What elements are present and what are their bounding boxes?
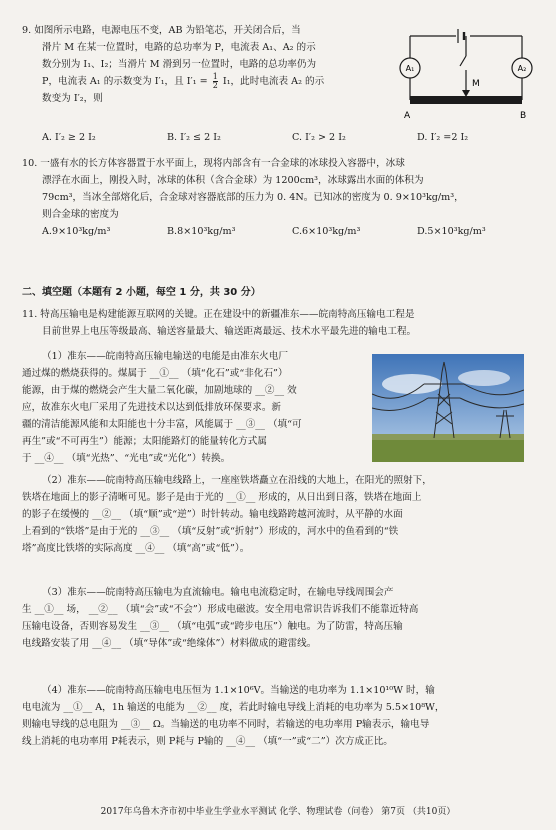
q10-option-a: A.9×10³kg/m³ (42, 226, 111, 237)
q11-p2-line: 塔”高度比铁塔的实际高度 __④__ （填“高”或“低”）。 (22, 543, 250, 554)
q10-line: 10. 一盛有水的长方体容器置于水平面上，现将内部含有一合金球的冰球投入容器中，冰球 (22, 158, 405, 169)
q9-option-c: C. I′₂ > 2 I₂ (292, 132, 346, 143)
ammeter-a1-label: A₁ (405, 64, 415, 73)
q11-p4-line: 线上消耗的电功率用 P耗表示，则 P耗与 P输的 __④__ （填“一”或“二”）次方成正比。 (22, 736, 393, 747)
q9-line: 数分别为 I₁、I₂；当滑片 M 滑到另一位置时，电路的总功率仍为 (42, 59, 317, 70)
q11-p1-line: 通过煤的燃烧获得的。煤属于 __①__ （填“化石”或“非化石”） (22, 368, 288, 379)
question-10 (22, 155, 542, 240)
q11-p2-line: （2）准东——皖南特高压输电线路上，一座座铁塔矗立在沿线的大地上，在阳光的照射下， (42, 475, 432, 486)
q9-line4-b: I₁，此时电流表 A₂ 的示 (222, 76, 325, 87)
pencil-lead-ab (410, 96, 522, 104)
q11-p1-line: 能源，由于煤的燃烧会产生大量二氧化碳，加剧地球的 __②__ 效 (22, 385, 297, 396)
fraction-numerator: 1 (212, 72, 218, 81)
q11-intro-line: 目前世界上电压等级最高、输送容量最大、输送距离最远、技术水平最先进的输电工程。 (42, 326, 417, 337)
question-9 (22, 22, 406, 107)
q10-line: 则合金球的密度为 (42, 209, 119, 220)
q11-p1-line: 于 __④__ （填“光热”、“光电”或“光化”）转换。 (22, 453, 231, 464)
q11-p1-line: （1）准东——皖南特高压输电输送的电能是由准东火电厂 (42, 351, 288, 362)
q9-option-a: A. I′₂ ≥ 2 I₂ (42, 132, 96, 143)
q10-option-c: C.6×10³kg/m³ (292, 226, 361, 237)
question-11-intro (22, 306, 542, 340)
q9-option-b: B. I′₂ ≤ 2 I₂ (167, 132, 221, 143)
q10-options (22, 223, 542, 240)
q11-p2-line: 铁塔在地面上的影子清晰可见。影子是由于光的 __①__ 形成的，从日出到日落，铁塔在地面上 (22, 492, 422, 503)
page-footer: 2017年乌鲁木齐市初中毕业生学业水平测试 化学、物理试卷（问卷） 第7页 （共10页） (100, 807, 456, 817)
q11-p3-line: （3）准东——皖南特高压输电为直流输电。输电电流稳定时，在输电导线周围会产 (42, 587, 394, 598)
end-a-label: A (404, 111, 411, 121)
q11-p4-line: 电电流为 __①__ A，1h 输送的电能为 __②__ 度，若此时输电导线上消耗的电功率为 5.5×10⁸W， (22, 702, 445, 713)
section-2-heading (22, 284, 542, 301)
section-title: 二、填空题（本题有 2 小题，每空 1 分，共 30 分） (22, 287, 261, 298)
q11-part-3 (22, 584, 542, 652)
q11-part-1 (22, 348, 366, 467)
q9-line (22, 73, 406, 90)
slider-m-label: M (472, 79, 480, 89)
q11-p1-line: 再生”或“不可再生”）能源；太阳能路灯的能量转化方式属 (22, 436, 267, 447)
q11-p2-line: 上看到的“铁塔”是由于光的 __③__ （填“反射”或“折射”）形成的，河水中的鱼看到的“铁 (22, 526, 399, 537)
q9-options (22, 129, 542, 146)
q10-line: 漂浮在水面上，刚投入时，冰球的体积（含合金球）为 1200cm³，冰球露出水面的体积为 (42, 175, 424, 186)
end-b-label: B (520, 111, 527, 121)
q11-p3-line: 电线路安装了用 __④__ （填“导体”或“绝缘体”）材料做成的避雷线。 (22, 638, 317, 649)
q10-option-d: D.5×10³kg/m³ (417, 226, 486, 237)
q9-line4-a: P，电流表 A₁ 的示数变为 I′₁，且 I′₁ = (42, 76, 208, 87)
q11-p3-line: 生 __①__ 场， __②__ （填“会”或“不会”）形成电磁波。安全用电常识告诉我们不能靠近特高 (22, 604, 419, 615)
q11-part-4 (22, 682, 542, 750)
slider-arrow (462, 90, 470, 97)
fraction-one-half (213, 73, 218, 90)
q9-line: 数变为 I′₂，则 (42, 93, 103, 104)
q11-p2-line: 的影子在缓慢的 __②__ （填“顺”或“逆”）时针转动。输电线路跨越河流时，从平静的水面 (22, 509, 403, 520)
q9-line: 滑片 M 在某一位置时，电路的总功率为 P，电流表 A₁、A₂ 的示 (42, 42, 316, 53)
q9-line: 9. 如图所示电路，电源电压不变，AB 为铅笔芯，开关闭合后，当 (22, 25, 301, 36)
q11-p1-line: 疆的清洁能源风能和太阳能也十分丰富，风能属于 __③__ （填“可 (22, 419, 302, 430)
ammeter-a2-label: A₂ (517, 64, 527, 73)
q10-option-b: B.8×10³kg/m³ (167, 226, 236, 237)
q11-intro-line: 11. 特高压输电是构建能源互联网的关键。正在建设中的新疆准东——皖南特高压输电工程是 (22, 309, 415, 320)
power-tower-photo (372, 354, 524, 462)
q11-p1-line: 应，故准东火电厂采用了先进技术以达到低排放环保要求。新 (22, 402, 282, 413)
q10-line: 79cm³，当冰全部熔化后，合金球对容器底部的压力为 0. 4N。已知冰的密度为 0. 9×10³kg/m³， (42, 192, 464, 203)
circuit-diagram (398, 26, 534, 124)
q11-p4-line: 则输电导线的总电阻为 __③__ Ω。当输送的电功率不同时，若输送的电功率用 P输表示，输电导 (22, 719, 430, 730)
q11-p3-line: 压输电设备，否则容易发生 __③__ （填“电弧”或“跨步电压”）触电。为了防雷，特高压输 (22, 621, 403, 632)
fraction-denominator: 2 (212, 81, 218, 90)
q11-p4-line: （4）准东——皖南特高压输电电压恒为 1.1×10⁶V。当输送的电功率为 1.1×10¹⁰W 时，输 (42, 685, 435, 696)
q9-option-d: D. I′₂ =2 I₂ (417, 132, 469, 143)
q11-part-2 (22, 472, 542, 557)
